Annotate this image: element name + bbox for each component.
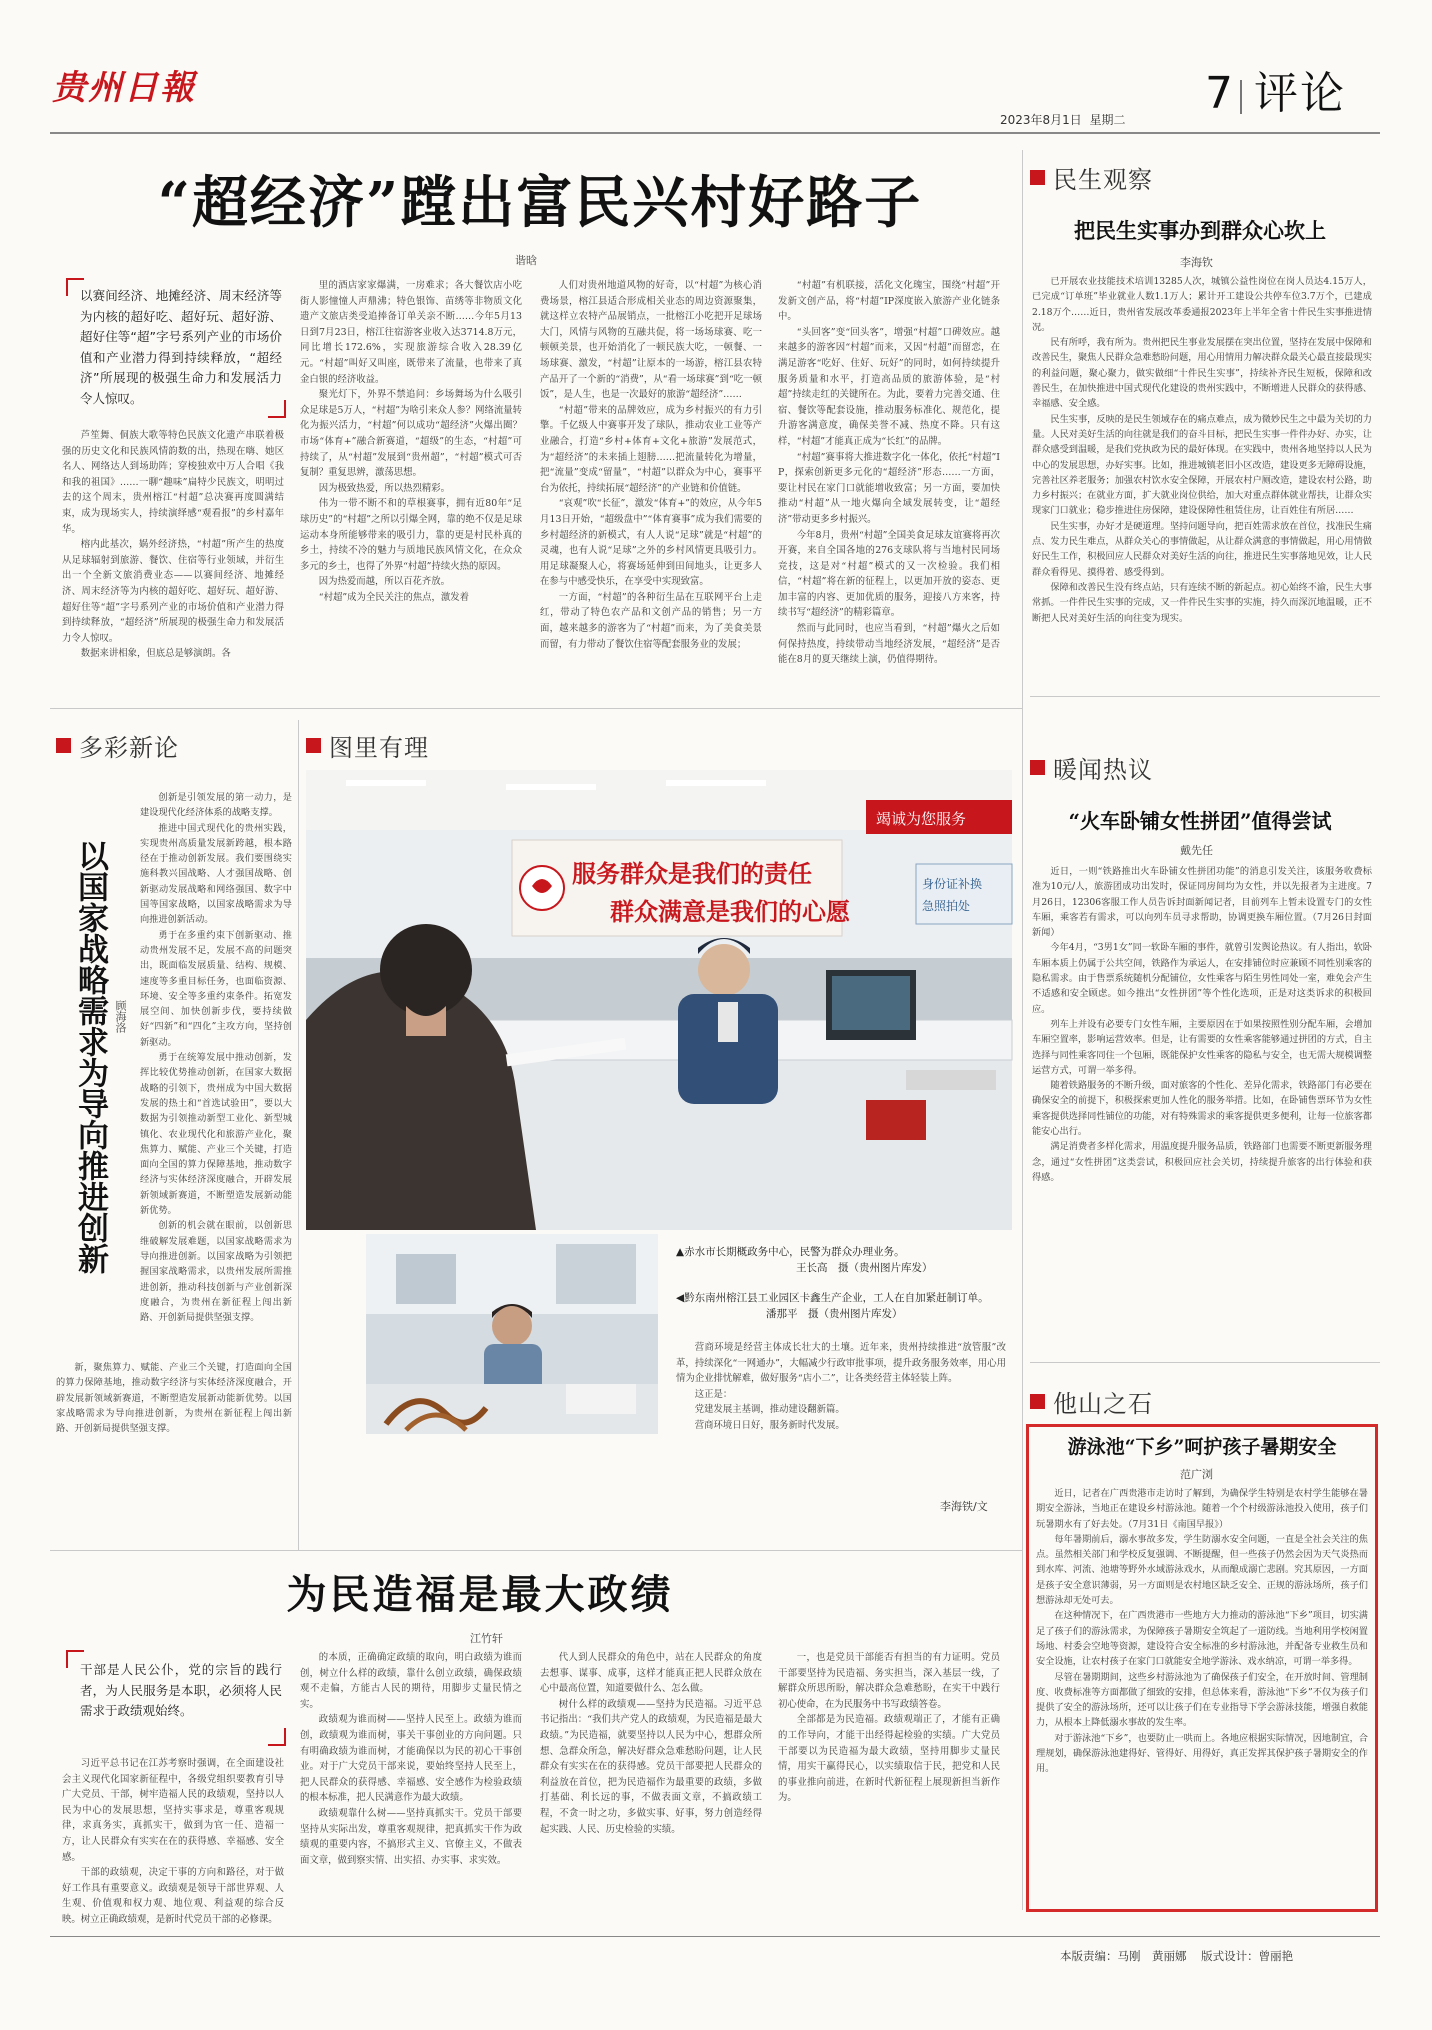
commentary-body: 创新是引领发展的第一动力，是建设现代化经济体系的战略支撑。 推进中国式现代化的贵州实践，实现贵州高质量发展新跨越，根本路径在于推动创新发展。我们要围绕实施科教兴国战略、人才强国战略、创新驱动发展战略和网络强国、数字中国等国家战略，以国家战略需求为导向推进创新活动。 勇于在多重约束下创新驱动、推动贵州发展不足，发展不高的问题突出，既面临发展质量、结构、规模、速度等多重目标任务，也面临资源、环境、安全等多重约束条件。拓宽发展空间、加快创新步伐，要持续做好“四新”和“四化”主攻方向，坚持创新驱动。 勇于在统筹发展中推动创新，发挥比较优势推动创新，在国家大数据战略的引领下，贵州成为中国大数据发展的热土和“首选试验田”，要以大数据为引领推动新型工业化、新型城镇化、农业现代化和旅游产业化，聚焦算力、赋能、产业三个关键，打造面向全国的算力保障基地，推动数字经济与实体经济深度融合，开辟发展新领域新赛道，不断塑造发展新动能新优势。 创新的机会就在眼前，以创新思维破解发展难题，以国家战略需求为导向推进创新。以国家战略为引领把握国家战略需求，以贵州发展所需推进创新，推动科技创新与产业创新深度融合，为贵州在新征程上闯出新路、开创新局提供坚强支撑。	[140, 792, 292, 1324]
section-tuli: 图里有理	[306, 728, 429, 763]
main-author: 谐晗	[515, 254, 537, 267]
page-section-title: 评论	[1254, 68, 1346, 119]
middle-bottom-rule	[50, 1550, 1022, 1551]
issue-date: 2023年8月1日 星期二	[1000, 113, 1126, 127]
main-col-3: 人们对贵州地道风物的好奇，以“村超”为核心消费场景，榕江县适合形成相关业态的周边资源聚集，就这样立农特产品展销点，一批榕江小吃把开足球场大门，风情与风物的互融共促，将一场场球赛、吃一顿顿美景，也开始消化了一顿民族大吃，一顿餐、一场球赛、激发，“村超”让原本的一场游，榕江县农特产品开了一个新的“消费”，从“看一场球赛”到“吃一顿饭”，是人生，也是一次最好的旅游“超经济”…… “村超”带来的品牌效应，成为乡村振兴的有力引擎。千亿级人中赛事开发了球队，推动农业工业等产业融合，打造“乡村+体育+文化+旅游”发展范式，为“超经济”的未来插上翅膀……把流量转化为增量，把“流量”变成“留量”，“村超”以群众为中心，赛事平台为依托，持续拓展“超经济”的产业链和价值链。 “哀观”吹“长征”，激发“体育+”的效应，从今年5月13日开始，“超级盘中”“体育赛事”成为我们需要的乡村超经济的新模式，有人人说“足球”就是“村超”的灵魂，也有人说“足球”之外的乡村风情更具吸引力。用足球凝聚人心，将赛场延伸到田间地头，让更多人在参与中感受快乐，在享受中实现致富。 一方面，“村超”的各种衍生品在互联网平台上走红，带动了特色农产品和文创产品的销售；另一方面，越来越多的游客为了“村超”而来，为了美食美景而留，有力带动了餐饮住宿等配套服务业的发展；	[540, 280, 762, 650]
minsheng-body: 已开展农业技能技术培训13285人次，城镇公益性岗位在岗人员达4.15万人，已完成“订单班”毕业就业人数1.1万人；累计开工建设公共停车位3.7万个，已建成2.18万个……近日，贵州省发展改革委通报2023年上半年全省十件民生实事推进情况。 民有所呼，我有所为。贵州把民生事业发展摆在突出位置，坚持在发展中保障和改善民生，聚焦人民群众急难愁盼问题，用心用情用力解决群众最关心最直接最现实的利益问题，聚心聚力，做实做细“十件民生实事”，持续补齐民生短板，保障和改善民生，在加快推进中国式现代化建设的贵州实践中，不断增进人民群众的获得感、幸福感、安全感。 民生实事，反映的是民生领域存在的痛点难点，成为微妙民生之中最为关切的力量。人民对美好生活的向往就是我们的奋斗目标，把民生实事一件件办好、办实，让群众感受到温暖，是我们党执政为民的最好体现。在实践中，贵州各地坚持以人民为中心的发展思想，办好实事。比如，推进城镇老旧小区改造，建设更多无障碍设施，完善社区养老服务；加强农村饮水安全保障，开展农村户厕改造，建设农村公路，助力乡村振兴；在就业方面，扩大就业岗位供给，加大对重点群体就业帮扶，让群众实现家门口就业；稳步推进住房保障，建设保障性租赁住房，让百姓住有所居…… 民生实事，办好才是硬道理。坚持问题导向，把百姓需求放在首位，找准民生痛点、发力民生难点，从群众关心的事情做起，从让群众满意的事情做起，用心用情做好民生工作，积极回应人民群众对美好生活的向往，推进民生实事落地见效，让人民群众看得见、摸得着、感受得到。 保障和改善民生没有终点站，只有连续不断的新起点。初心始终不渝，民生大事常抓。一件件民生实事的完成，又一件件民生实事的实施，持久而深沉地温暖，正不断把人民对美好生活的向往变为现实。	[1032, 276, 1372, 624]
nuanwen-author: 戴先任	[1180, 844, 1213, 857]
photo-service-center-image	[306, 770, 1012, 1230]
section-minsheng: 民生观察	[1030, 160, 1153, 195]
minsheng-headline: 把民生实事办到群众心坎上	[1074, 218, 1326, 243]
tashan-headline: 游泳池“下乡”呵护孩子暑期安全	[1067, 1436, 1337, 1458]
photo-service-center	[306, 770, 1012, 1230]
bottom-col-2: 的本质，正确确定政绩的取向，明白政绩为谁而创，树立什么样的政绩，靠什么创立政绩，确保政绩观不走偏，方能古人民的期待，用脚步丈量民情之实。 政绩观为谁而树——坚持人民至上。政绩为谁而创，政绩观为谁而树，事关干事创业的方向问题。只有明确政绩为谁而树，才能确保以为民的初心干事创业。对于广大党员干部来说，要始终坚持人民至上，把人民群众的获得感、幸福感、安全感作为检验政绩的根本标准，把人民满意作为最大政绩。 政绩观靠什么树——坚持真抓实干。党员干部要坚持从实际出发，尊重客观规律，把真抓实干作为政绩观的重要内容，不搞形式主义、官僚主义，不做表面文章，做到察实情、出实招、办实事、求实效。	[300, 1652, 522, 1866]
nuanwen-headline: “火车卧铺女性拼团”值得尝试	[1068, 809, 1332, 833]
photo-factory	[366, 1234, 658, 1434]
col-rule	[1022, 150, 1023, 1910]
main-headline: “超经济”蹚出富民兴村好路子	[157, 170, 923, 236]
bottom-col-1: 习近平总书记在江苏考察时强调，在全面建设社会主义现代化国家新征程中，各级党组织要教育引导广大党员、干部，树牢造福人民的政绩观，坚持以人民为中心的发展思想，坚持实事求是，尊重客观规律，求真务实，真抓实干，做到为官一任、造福一方，让人民群众有实实在在的获得感、幸福感、安全感。 干部的政绩观，决定干事的方向和路径，对于做好工作具有重要意义。政绩观是领导干部世界观、人生观、价值观和权力观、地位观、利益观的综合反映。树立正确政绩观，是新时代党员干部的必修课。	[62, 1758, 284, 1925]
bottom-col-4: 一，也是党员干部能否有担当的有力证明。党员干部要坚持为民造福、务实担当，深入基层一线，了解群众所思所盼，解决群众急难愁盼，在实干中践行初心使命，在为民服务中书写政绩答卷。 全部都是为民造福。政绩观端正了，才能有正确的工作导向，才能干出经得起检验的实绩。广大党员干部要以为民造福为最大政绩，坚持用脚步丈量民情，用实干赢得民心，以实绩取信于民，把党和人民的事业推向前进，在新时代新征程上展现新担当新作为。	[778, 1652, 1000, 1804]
page-number: 7	[1205, 68, 1233, 119]
main-bottom-rule	[50, 708, 1022, 709]
main-col-1: 芦笙舞、侗族大歌等特色民族文化遗产串联着极强的历史文化和民族风情韵数的出，热现在嗨、她区名人、网络达人到场助阵；穿梭独欢中万人合唱《我和我的祖国》……一聊“趣味”扁特少民族文，明明过去的这个周末，贵州榕江“村超”总决赛再度圆满结束，成为现场实人，持续演绎感“观看报”的乡村嘉年华。 榕内此基次，娲外经济热，“村超”所产生的热度从足球辐射到旅游、餐饮、住宿等行业领域，并衍生出一个全新文旅消费业态——以赛间经济、地摊经济、周末经济等为内核的超好吃、超好玩、超好游、超好住等“超”字号系列产业的市场价值和产业潜力得到持续释放，“超经济”所展现的极强生命力和发展活力令人惊叹。 数据来讲相象，但底总是够演朗。各	[62, 430, 284, 660]
bottom-headline: 为民造福是最大政绩	[286, 1571, 674, 1618]
nuanwen-bottom-rule	[1030, 1362, 1380, 1363]
svg-text:身份证补换: 身份证补换	[922, 877, 983, 891]
photo-commentary-author: 李海铁/文	[940, 1500, 988, 1513]
svg-text:服务群众是我们的责任: 服务群众是我们的责任	[572, 860, 812, 888]
section-marker	[306, 738, 321, 753]
main-lead-box	[66, 278, 286, 418]
photo-commentary: 营商环境是经营主体成长壮大的土壤。近年来，贵州持续推进“放管服”改革，持续深化“一网通办”，大幅减少行政审批事项，提升政务服务效率，用心用情为企业排忧解难，做好服务“店小二”，让各类经营主体轻装上阵。 这正是： 党建发展主基调，推动建设翻新篇。 营商环境日日好，服务新时代发展。	[676, 1342, 1006, 1431]
section-marker	[56, 738, 71, 753]
masthead-divider	[1240, 80, 1242, 114]
section-marker	[1030, 760, 1045, 775]
minsheng-bottom-rule	[1030, 696, 1380, 697]
commentary-body-cont: 新，聚焦算力、赋能、产业三个关键，打造面向全国的算力保障基地，推动数字经济与实体经济深度融合，开辟发展新领域新赛道，不断塑造发展新动能新优势。以国家战略需求为导向推进创新，为贵州在新征程上闯出新路、开创新局提供坚强支撑。	[56, 1362, 292, 1435]
photo1-caption: ▲赤水市长期概政务中心，民警为群众办理业务。 王长高 摄（贵州图片库发）	[676, 1246, 933, 1274]
photo-factory-image	[366, 1234, 658, 1434]
section-duocai: 多彩新论	[56, 728, 179, 763]
section-marker	[1030, 1394, 1045, 1409]
bottom-lead-box	[66, 1650, 286, 1746]
tashan-body: 近日，记者在广西贵港市走访时了解到，为确保学生特别是农村学生能够在暑期安全游泳，当地正在建设乡村游泳池。随着一个个村级游泳池投入使用，孩子们玩暑期水有了好去处。（7月31日《南国早报》） 每年暑期前后，溺水事故多发，学生防溺水安全问题，一直是全社会关注的焦点。虽然相关部门和学校反复强调、不断提醒，但一些孩子仍然会因为天气炎热而到水库、河流、池塘等野外水域游泳戏水，从而酿成溺亡悲剧。究其原因，一方面是孩子安全意识薄弱，另一方面则是农村地区缺乏安全、正规的游泳场所，孩子们想游泳却无处可去。 在这种情况下，在广西贵港市一些地方大力推动的游泳池“下乡”项目，切实满足了孩子们的游泳需求，为保障孩子暑期安全筑起了一道防线。当地利用学校闲置场地、村委会空地等资源，建设符合安全标准的乡村游泳池，并配备专业救生员和安全设施，让农村孩子在家门口就能安全地学游泳、戏水纳凉，可谓一举多得。 尽管在暑期期间，这些乡村游泳池为了确保孩子们安全，在开放时间、管理制度、收费标准等方面都做了细致的安排，但总体来看，游泳池“下乡”不仅为孩子们提供了安全的游泳场所，还可以让孩子们在专业指导下学会游泳技能，增强自救能力，从根本上降低溺水事故的发生率。 对于游泳池“下乡”，也要防止一哄而上。各地应根据实际情况，因地制宜，合理规划，确保游泳池建得好、管得好、用得好，真正发挥其保护孩子暑期安全的作用。	[1036, 1488, 1368, 1775]
minsheng-author: 李海钦	[1180, 256, 1213, 269]
section-tashan: 他山之石	[1030, 1384, 1153, 1419]
commentary-headline: 以国家战略需求为导向推进创新	[72, 840, 108, 1274]
lead-corner-bottom	[268, 1728, 286, 1746]
tashan-author: 范广浏	[1180, 1468, 1213, 1481]
bottom-lead: 干部是人民公仆，党的宗旨的践行者，为人民服务是本职，必须将人民需求于政绩观始终。	[80, 1662, 282, 1718]
bottom-col-3: 代人到人民群众的角色中，站在人民群众的角度去想事、谋事、成事，这样才能真正把人民群众放在心中最高位置，知道要做什么、怎么做。 树什么样的政绩观——坚持为民造福。习近平总书记指出：“我们共产党人的政绩观，为民造福是最大政绩。”为民造福，就要坚持以人民为中心，想群众所想、急群众所急，解决好群众急难愁盼问题，让人民群众有实实在在的获得感。党员干部要把人民群众的利益放在首位，把为民造福作为最重要的政绩，多做打基础、利长远的事，不做表面文章，不搞政绩工程，不贪一时之功，多做实事、好事，努力创造经得起实践、人民、历史检验的实绩。	[540, 1652, 762, 1835]
svg-text:急照拍处: 急照拍处	[922, 899, 971, 913]
section-nuanwen: 暖闻热议	[1030, 750, 1153, 785]
middle-col-rule	[298, 720, 299, 1550]
section-marker	[1030, 170, 1045, 185]
footer-credits: 本版责编：马刚 黄丽娜 版式设计：曾丽艳	[1060, 1949, 1294, 1963]
photo2-caption: ◀黔东南州榕江县工业园区卡鑫生产企业，工人在自加紧赶制订单。 潘那平 摄（贵州图片库发）	[676, 1292, 989, 1320]
nuanwen-body: 近日，一则“铁路推出火车卧铺女性拼团功能”的消息引发关注，该服务收费标准为10元/人，旅游团成功出发时，保证同房间均为女性，并以先报者为主进度。7月26日，12306客服工作人员告诉封面新闻记者，目前列车上暂未设置专门的女性车厢，乘客若有需求，可以向列车员寻求帮助，协调更换车厢位置。（7月26日封面新闻） 今年4月，“3男1女”同一软卧车厢的事件，就曾引发舆论热议。有人指出，软卧车厢本质上仍属于公共空间，铁路作为承运人，在安排铺位时应兼顾不同性别乘客的隐私需求。由于售票系统随机分配铺位，女性乘客与陌生男性同处一室，难免会产生不适感和安全顾虑。如今推出“女性拼团”等个性化选项，正是对这类诉求的积极回应。 列车上并设有必要专门女性车厢，主要原因在于如果按照性别分配车厢，会增加车厢空置率，影响运营效率。但是，让有需要的女性乘客能够通过拼团的方式，自主选择与同性乘客同住一个包厢，既能保护女性乘客的隐私与安全，也无需大规模调整运营方式，可谓一举多得。 随着铁路服务的不断升级，面对旅客的个性化、差异化需求，铁路部门有必要在确保安全的前提下，积极探索更加人性化的服务举措。比如，在卧铺售票环节为女性乘客提供选择同性铺位的功能，对有特殊需求的乘客提供更多便利，让每一位旅客都能安心出行。 满足消费者多样化需求，用温度提升服务品质，铁路部门也需要不断更新服务理念，通过“女性拼团”这类尝试，积极回应社会关切，持续提升旅客的出行体验和获得感。	[1032, 866, 1372, 1183]
masthead-logo: 贵州日報	[52, 68, 196, 108]
footer-rule	[50, 1936, 1380, 1937]
masthead-rule	[50, 132, 1380, 134]
main-col-4: “村超”有机联接，活化文化瑰宝，围绕“村超”开发新文创产品，将“村超”IP深度嵌入旅游产业化链条中。 “头回客”变“回头客”，增强“村超”口碑效应。越来越多的游客因“村超”而来，又因“村超”而留恋，在满足游客“吃好、住好、玩好”的同时，如何持续提升服务质量和水平，打造高品质的旅游体验，是“村超”持续走红的关键所在。为此，要着力完善交通、住宿、餐饮等配套设施，推动服务标准化、规范化，提升游客满意度，确保美誉不减、热度不降。只有这样，“村超”才能真正成为“长红”的品牌。 “村超”赛事将大推进数字化一体化，依托“村超”IP，探索创新更多元化的“超经济”形态……一方面，要让村民在家门口就能增收致富；另一方面，要加快推动“村超”从一地火爆向全域发展转变，让“超经济”带动更多乡村振兴。 今年8月，贵州“村超”全国美食足球友谊赛将再次开赛，来自全国各地的276支球队将与当地村民同场竞技，这是对“村超”模式的又一次检验。我们相信，“村超”将在新的征程上，以更加开放的姿态、更加丰富的内容、更加优质的服务，迎接八方来客，持续书写“超经济”的精彩篇章。 然而与此同时，也应当看到，“村超”爆火之后如何保持热度，持续带动当地经济发展，“超经济”是否能在8月的夏天继续上演，仍值得期待。	[778, 280, 1000, 666]
bottom-author: 江竹轩	[470, 1632, 503, 1645]
main-col-2: 里的酒店家家爆满，一房难求；各大餐饮店小吃街人影憧憧人声鼎沸；特色银饰、苗绣等非物质文化遗产文旅店类受追捧备订单关亲不断……今年5月13日到7月23日，榕江往宿游客业收入达3714.8万元，同比增长172.6%，实现旅游综合收入28.39亿元。“村超”叫好又叫座，既带来了流量，也带来了真金白银的经济收益。 聚光灯下，外界不禁追问：乡场舞场为什么吸引众足球是5万人，“村超”为啥引来众人参？网络流量转化为振兴活力，“村超”何以成功“超经济”火爆出圈？市场“体育+”融合新赛道，“超级”的生态，“村超”可持续了，从“村超”发展到“贵州超”，“村超”模式可否复制？重复思辨，激荡思想。 因为极致热爱，所以热烈精彩。 伟为一带不断不和的草根赛事，拥有近80年“足球历史”的“村超”之所以引爆全网，靠的绝不仅是足球运动本身所能够带来的吸引力，靠的更是村民朴真的乡土，持续不冷的魅力与质地民族风情文化，在众众多元的乡土，也得了外界“村超”持续火热的原因。 因为热爱而越，所以百花齐放。 “村超”成为全民关注的焦点，激发着	[300, 280, 522, 603]
commentary-author: 顾海洛	[114, 1000, 127, 1033]
svg-text:竭诚为您服务: 竭诚为您服务	[876, 810, 967, 828]
main-lead: 以赛间经济、地摊经济、周末经济等为内核的超好吃、超好玩、超好游、超好住等“超”字号系列产业的市场价值和产业潜力得到持续释放，“超经济”所展现的极强生命力和发展活力令人惊叹。	[80, 288, 282, 406]
svg-text:群众满意是我们的心愿: 群众满意是我们的心愿	[610, 898, 850, 926]
